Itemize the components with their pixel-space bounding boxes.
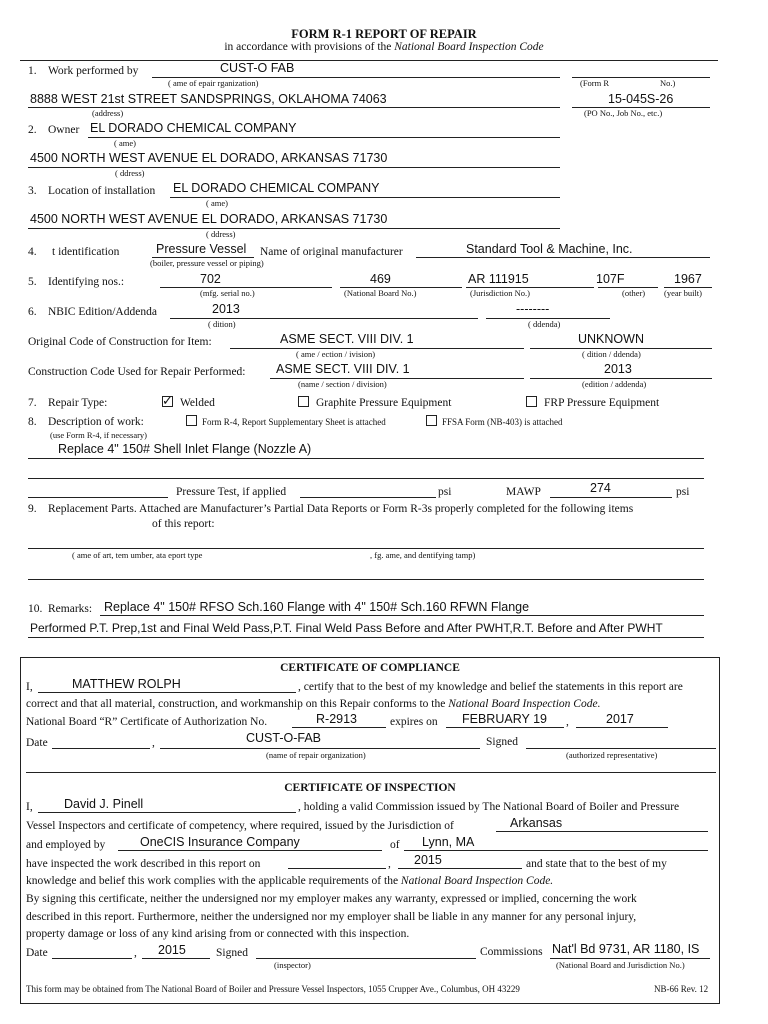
pressure-blank-underline	[28, 497, 168, 498]
form-subtitle	[0, 42, 768, 54]
commissions-value[interactable]: Nat'l Bd 9731, AR 1180, IS	[552, 942, 700, 956]
nbic-edition-value[interactable]: 2013	[212, 302, 240, 316]
inspection-text-7: described in this report. Furthermore, neither the undersigned nor my employer shall be liable in any manner for any personal injury,	[26, 911, 637, 923]
item9-sub-2: , fg. ame, and dentifying tamp)	[370, 550, 476, 560]
item3-sub: ( ame)	[206, 198, 228, 208]
item-identification-value[interactable]: Pressure Vessel	[156, 242, 247, 256]
compliance-signature-line[interactable]	[526, 748, 716, 749]
item3-address-sub: ( ddress)	[206, 229, 236, 239]
repair-edition-sub: (edition / addenda)	[582, 379, 647, 389]
compliance-text-2b: National Board Inspection Code.	[448, 698, 601, 710]
item5-label: Identifying nos.:	[48, 276, 125, 288]
other-sub: (other)	[622, 288, 646, 298]
frp-label: FRP Pressure Equipment	[544, 397, 660, 409]
item3-label: Location of installation	[48, 185, 156, 197]
compliance-date-underline	[52, 748, 150, 749]
item2-number: 2.	[28, 124, 37, 136]
item9-text-1: Replacement Parts. Attached are Manufacturer’s Partial Data Reports or Form R-3s properly completed for the following items	[48, 503, 634, 515]
po-sub: (PO No., Job No., etc.)	[584, 108, 663, 118]
ffsa-label: FFSA Form (NB-403) is attached	[442, 417, 563, 427]
employed-by-label: and employed by	[26, 839, 106, 851]
item10-number: 10.	[28, 603, 43, 615]
compliance-date-comma: ,	[152, 737, 155, 749]
inspection-text-5a: knowledge and belief this work complies with the applicable requirements of the	[26, 875, 399, 887]
original-code-label: Original Code of Construction for Item:	[28, 336, 212, 348]
item1-label: Work performed by	[48, 65, 139, 77]
form-r-no-label: No.)	[660, 78, 676, 88]
inspector-name-value[interactable]: David J. Pinell	[64, 797, 144, 811]
inspection-date-comma: ,	[388, 858, 391, 870]
nb-sub: (National Board No.)	[344, 288, 417, 298]
compliance-text-2a: correct and that all material, construction, and workmanship on this Repair conforms to the	[26, 698, 446, 710]
parts-line-2	[28, 579, 704, 580]
footer-revision: NB-66 Rev. 12	[654, 984, 709, 994]
expires-year-value[interactable]: 2017	[606, 712, 634, 726]
employer-location-value[interactable]: Lynn, MA	[422, 835, 475, 849]
work-performed-by-value[interactable]: CUST-O FAB	[220, 61, 295, 75]
expires-comma: ,	[566, 716, 569, 728]
inspection-year-underline	[398, 868, 522, 869]
item6-number: 6.	[28, 306, 37, 318]
owner-address[interactable]: 4500 NORTH WEST AVENUE EL DORADO, ARKANSAS 71730	[30, 151, 388, 165]
item8-sub: (use Form R-4, if necessary)	[50, 430, 148, 440]
item9-number: 9.	[28, 503, 37, 515]
compliance-name-underline	[38, 692, 296, 693]
manufacturer-label: Name of original manufacturer	[260, 246, 403, 258]
item4-label: t identification	[52, 246, 120, 258]
inspection-text-1: , holding a valid Commission issued by The National Board of Boiler and Pressure	[298, 801, 680, 813]
orig-edition-sub: ( dition / ddenda)	[582, 349, 641, 359]
authorization-label: National Board “R” Certificate of Authorization No.	[26, 716, 268, 728]
item9-sub-1: ( ame of art, tem umber, ata eport type	[72, 550, 203, 560]
subtitle-prefix: in accordance with provisions of the	[224, 41, 392, 53]
item1-sub: ( ame of epair rganization)	[168, 78, 259, 88]
item8-label: Description of work:	[48, 416, 144, 428]
remarks-underline-1	[100, 615, 704, 616]
inspection-text-6: By signing this certificate, neither the undersigned nor my employer makes any warranty, expressed or implied, concerning the work	[26, 893, 637, 905]
orig-code-underline	[230, 348, 524, 349]
ffsa-checkbox[interactable]	[426, 415, 437, 426]
graphite-label: Graphite Pressure Equipment	[316, 397, 452, 409]
remarks-line-2[interactable]: Performed P.T. Prep,1st and Final Weld Pass,P.T. Final Weld Pass Before and After PWHT,R.T. Before and After PWHT	[30, 621, 663, 635]
item2-label: Owner	[48, 124, 80, 136]
inspection-sign-year-underline	[142, 958, 210, 959]
inspection-signed-label: Signed	[216, 947, 248, 959]
item3-underline	[170, 197, 560, 198]
pressure-test-underline	[300, 497, 436, 498]
installation-address[interactable]: 4500 NORTH WEST AVENUE EL DORADO, ARKANSAS 71730	[30, 212, 388, 226]
auth-underline	[292, 727, 386, 728]
compliance-text-2	[26, 699, 600, 711]
remarks-underline-2	[28, 637, 704, 638]
jurisdiction-underline	[496, 831, 708, 832]
item2-address-underline	[28, 167, 560, 168]
form-r-label: (Form R	[580, 78, 610, 88]
inspection-text-8: property damage or loss of any kind arising from or connected with this inspection.	[26, 928, 410, 940]
nbic-addenda-value[interactable]: --------	[516, 302, 550, 316]
year-sub: (year built)	[664, 288, 702, 298]
po-number-value[interactable]: 15-045S-26	[608, 92, 674, 106]
compliance-text-1: , certify that to the best of my knowledge and belief the statements in this report are	[298, 681, 683, 693]
mawp-psi-label: psi	[676, 486, 690, 498]
compliance-title: CERTIFICATE OF COMPLIANCE	[280, 662, 460, 674]
item7-label: Repair Type:	[48, 397, 108, 409]
repair-code-sub: (name / section / division)	[298, 379, 387, 389]
inspection-sign-date-underline	[52, 958, 132, 959]
form-r4-checkbox[interactable]	[186, 415, 197, 426]
compliance-name-value[interactable]: MATTHEW ROLPH	[72, 677, 181, 691]
expires-date-value[interactable]: FEBRUARY 19	[462, 712, 547, 726]
item5-number: 5.	[28, 276, 37, 288]
mawp-label: MAWP	[506, 486, 541, 498]
item4-sub: (boiler, pressure vessel or piping)	[150, 258, 264, 268]
inspector-signature-line[interactable]	[256, 958, 476, 959]
item3-number: 3.	[28, 185, 37, 197]
inspection-sign-date-comma: ,	[134, 947, 137, 959]
serial-sub: (mfg. serial no.)	[200, 288, 255, 298]
remarks-label: Remarks:	[48, 603, 93, 615]
item1-address-sub: (address)	[92, 108, 124, 118]
expires-label: expires on	[390, 716, 438, 728]
commissions-label: Commissions	[480, 946, 543, 958]
jurisdiction-number-value[interactable]: AR 111915	[468, 272, 529, 286]
inspection-date-label: Date	[26, 947, 48, 959]
compliance-i: I,	[26, 681, 33, 693]
owner-value[interactable]: EL DORADO CHEMICAL COMPANY	[90, 121, 297, 135]
certificate-divider	[26, 772, 716, 773]
item7-number: 7.	[28, 397, 37, 409]
of-label: of	[390, 839, 400, 851]
item8-number: 8.	[28, 416, 37, 428]
inspection-title: CERTIFICATE OF INSPECTION	[284, 782, 456, 794]
item9-text-2: of this report:	[152, 518, 215, 530]
welded-label: Welded	[180, 397, 215, 409]
edition-sub: ( dition)	[208, 319, 236, 329]
graphite-checkbox[interactable]	[298, 396, 309, 407]
commissions-underline	[550, 958, 710, 959]
org-underline	[160, 748, 480, 749]
inspector-name-underline	[38, 812, 296, 813]
manufacturer-underline	[416, 257, 710, 258]
repair-code-label: Construction Code Used for Repair Performed:	[28, 366, 246, 378]
item2-address-sub: ( ddress)	[115, 168, 145, 178]
inspection-text-4a: have inspected the work described in this report on	[26, 858, 261, 870]
description-line-1	[28, 458, 704, 459]
repair-code-value[interactable]: ASME SECT. VIII DIV. 1	[276, 362, 410, 376]
remarks-line-1[interactable]: Replace 4" 150# RFSO Sch.160 Flange with 4" 150# Sch.160 RFWN Flange	[104, 600, 530, 614]
inspection-sign-year-value[interactable]: 2015	[158, 943, 186, 957]
inspection-text-5	[26, 876, 553, 888]
location-underline	[404, 850, 708, 851]
installation-location-value[interactable]: EL DORADO CHEMICAL COMPANY	[173, 181, 380, 195]
compliance-signed-label: Signed	[486, 736, 518, 748]
compliance-date-label: Date	[26, 737, 48, 749]
item2-sub: ( ame)	[114, 138, 136, 148]
work-description-value[interactable]: Replace 4" 150# Shell Inlet Flange (Nozzle A)	[58, 442, 312, 456]
manufacturer-value[interactable]: Standard Tool & Machine, Inc.	[466, 242, 633, 256]
addenda-sub: ( ddenda)	[528, 319, 561, 329]
item6-label: NBIC Edition/Addenda	[48, 306, 157, 318]
year-built-value[interactable]: 1967	[674, 272, 702, 286]
repair-edition-value[interactable]: 2013	[604, 362, 632, 376]
other-number-value[interactable]: 107F	[596, 272, 625, 286]
description-line-2	[28, 478, 704, 479]
footer-text: This form may be obtained from The National Board of Boiler and Pressure Vessel Inspectors, 1055 Crupper Ave., Columbus, OH 43229	[26, 984, 520, 994]
frp-checkbox[interactable]	[526, 396, 537, 407]
serial-number-value[interactable]: 702	[200, 272, 221, 286]
commissions-sub: (National Board and Jurisdiction No.)	[556, 960, 685, 970]
pressure-psi-label: psi	[438, 486, 452, 498]
employer-value[interactable]: OneCIS Insurance Company	[140, 835, 300, 849]
rep-sub: (authorized representative)	[566, 750, 658, 760]
inspection-text-2: Vessel Inspectors and certificate of competency, where required, issued by the Jurisdiction of	[26, 820, 454, 832]
authorization-number-value[interactable]: R-2913	[316, 712, 357, 726]
repair-organization-value[interactable]: CUST-O-FAB	[246, 731, 322, 745]
original-code-value[interactable]: ASME SECT. VIII DIV. 1	[280, 332, 414, 346]
jurisdiction-value[interactable]: Arkansas	[510, 816, 563, 830]
item1-number: 1.	[28, 65, 37, 77]
expires-year-underline	[576, 727, 668, 728]
form-r4-label: Form R-4, Report Supplementary Sheet is attached	[202, 417, 386, 427]
org-sub: (name of repair organization)	[266, 750, 366, 760]
inspection-text-5b: National Board Inspection Code.	[400, 875, 554, 887]
form-title: FORM R-1 REPORT OF REPAIR	[291, 27, 477, 41]
original-edition-value[interactable]: UNKNOWN	[578, 332, 644, 346]
inspection-date-underline	[288, 868, 386, 869]
item4-number: 4.	[28, 246, 37, 258]
subtitle-code: National Board Inspection Code	[394, 41, 544, 53]
welded-check-icon: ✓	[162, 394, 173, 409]
national-board-number-value[interactable]: 469	[370, 272, 391, 286]
work-performed-address[interactable]: 8888 WEST 21st STREET SANDSPRINGS, OKLAHOMA 74063	[30, 92, 387, 106]
item2-underline	[88, 137, 560, 138]
orig-code-sub: ( ame / ection / ivision)	[296, 349, 376, 359]
parts-line-1	[28, 548, 704, 549]
expires-underline	[446, 727, 564, 728]
mawp-underline	[550, 497, 672, 498]
inspection-text-4b: and state that to the best of my	[526, 858, 667, 870]
jur-sub: (Jurisdiction No.)	[470, 288, 530, 298]
mawp-value[interactable]: 274	[590, 481, 611, 495]
header-divider	[20, 60, 718, 61]
pressure-test-label: Pressure Test, if applied	[176, 486, 287, 498]
inspector-sub: (inspector)	[274, 960, 311, 970]
inspection-i: I,	[26, 801, 33, 813]
item3-address-underline	[28, 228, 560, 229]
inspection-year-value[interactable]: 2015	[414, 853, 442, 867]
employer-underline	[118, 850, 382, 851]
